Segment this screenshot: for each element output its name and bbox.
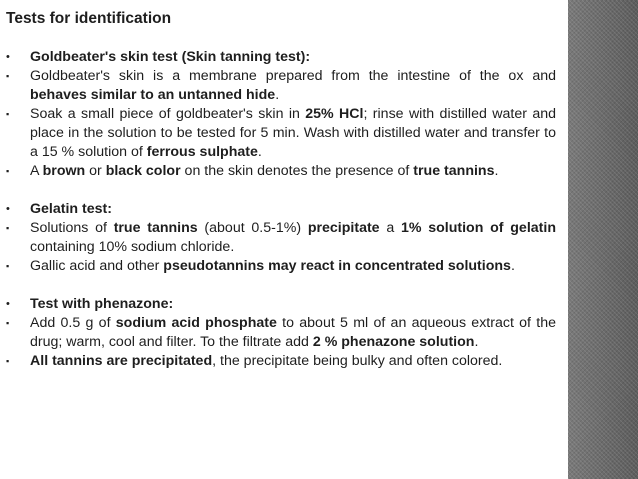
bullet-square-icon: ▪ <box>6 318 10 328</box>
bullet-point: ▪ Add 0.5 g of sodium acid phosphate to about 5 ml of an aqueous extract of the drug; warm, cool and filter. To the filtrate add 2 % phenazone solution. <box>6 315 556 350</box>
bullet-dot-icon: • <box>6 298 10 310</box>
slide-title: Tests for identification <box>6 10 172 27</box>
bullet-dot-icon: • <box>6 203 10 215</box>
bullet-point: ▪ Solutions of true tannins (about 0.5-1%) precipitate a 1% solution of gelatin containing 10% sodium chloride. <box>6 220 556 255</box>
bullet-square-icon: ▪ <box>6 71 10 81</box>
bullet-square-icon: ▪ <box>6 166 10 176</box>
bullet-point: ▪ Gallic acid and other pseudotannins may react in concentrated solutions. <box>6 258 515 274</box>
bullet-point: ▪ A brown or black color on the skin denotes the presence of true tannins. <box>6 163 499 179</box>
section-heading-gelatin: • Gelatin test: <box>6 201 112 217</box>
section-heading-goldbeater: • Goldbeater's skin test (Skin tanning test): <box>6 49 311 65</box>
bullet-square-icon: ▪ <box>6 261 10 271</box>
bullet-point: ▪ Soak a small piece of goldbeater's skin in 25% HCl; rinse with distilled water and place in the solution to be tested for 5 min. Wash with distilled water and transfer to a 15 % solution of ferrous sulphate. <box>6 106 556 160</box>
slide-content <box>6 48 556 371</box>
decorative-side-strip <box>568 0 638 479</box>
bullet-square-icon: ▪ <box>6 109 10 119</box>
section-heading-phenazone: • Test with phenazone: <box>6 296 174 312</box>
bullet-square-icon: ▪ <box>6 223 10 233</box>
bullet-square-icon: ▪ <box>6 356 10 366</box>
bullet-point: ▪ All tannins are precipitated, the precipitate being bulky and often colored. <box>6 353 503 369</box>
bullet-point: ▪ Goldbeater's skin is a membrane prepared from the intestine of the ox and behaves similar to an untanned hide. <box>6 68 556 103</box>
bullet-dot-icon: • <box>6 51 10 63</box>
